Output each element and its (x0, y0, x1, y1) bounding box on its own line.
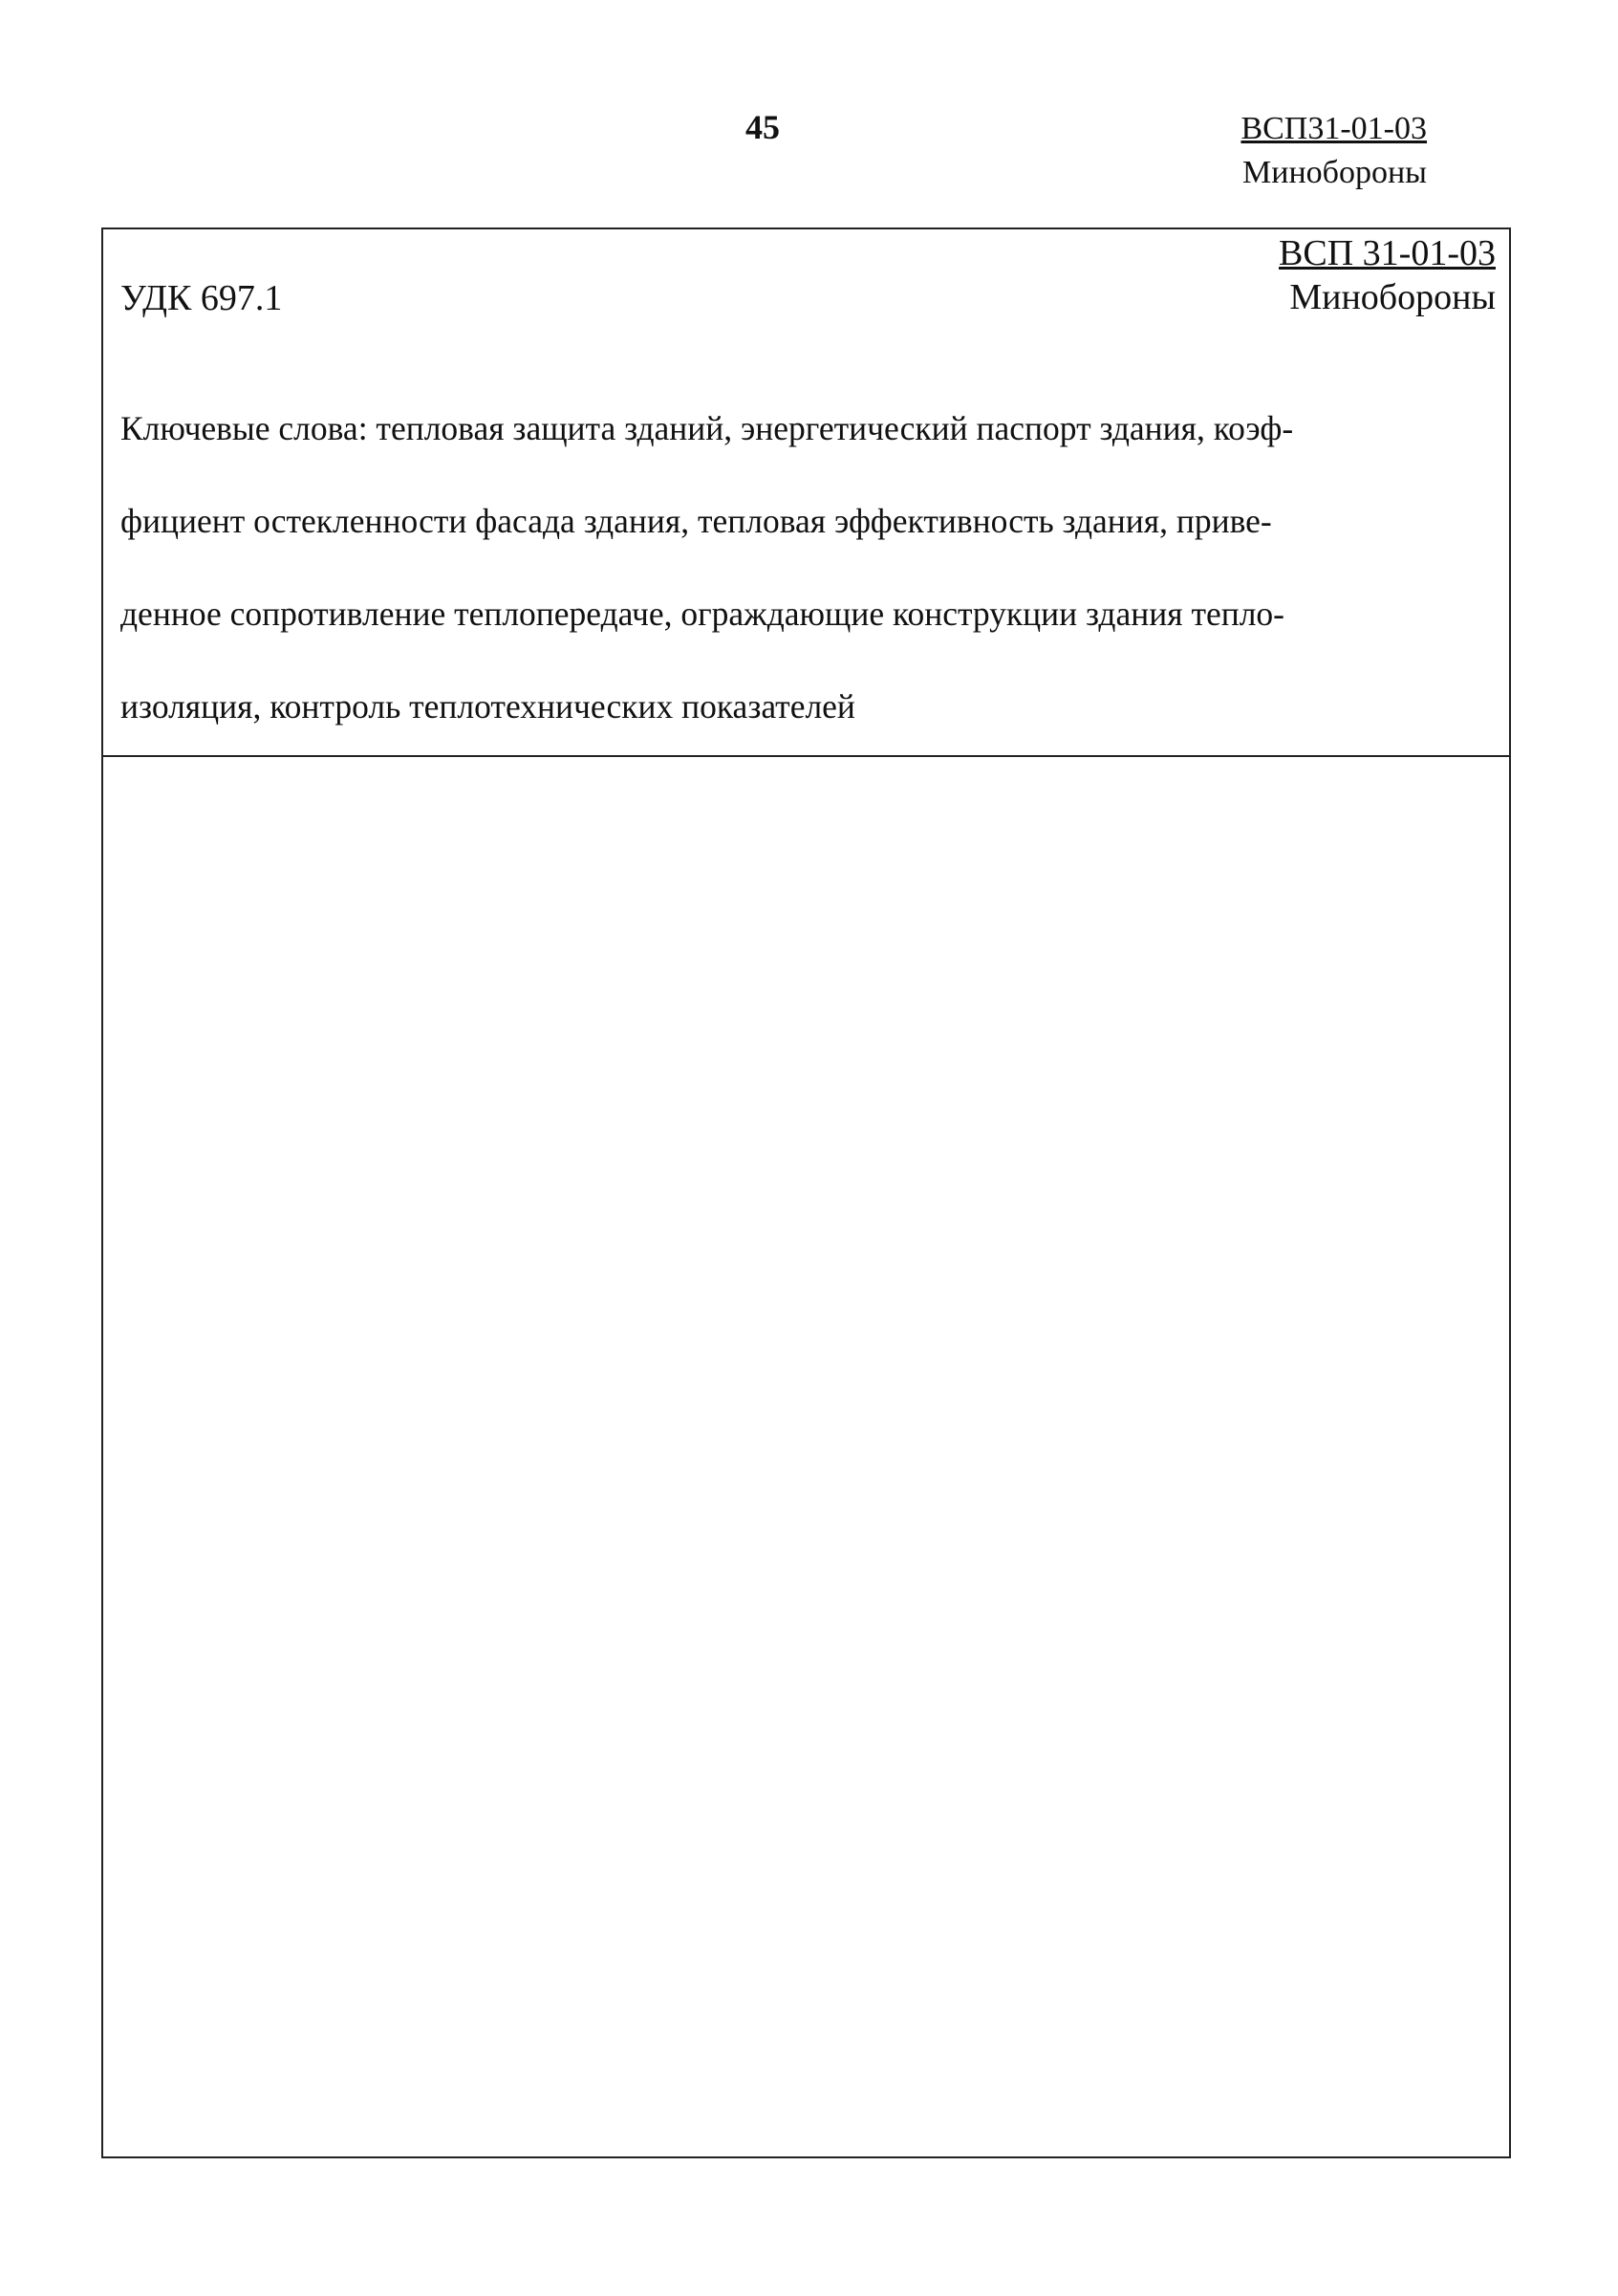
keywords-line: фициент остекленности фасада здания, тепловая эффективность здания, приве- (120, 502, 1272, 540)
card-organization: Минобороны (1289, 277, 1496, 317)
keywords-paragraph (120, 382, 1497, 753)
card-divider (103, 755, 1509, 757)
card-header (1279, 231, 1496, 319)
running-header (1240, 107, 1427, 195)
keywords-line: изоляция, контроль теплотехнических показателей (120, 687, 855, 726)
udk-code: УДК 697.1 (120, 278, 283, 318)
keywords-line: денное сопротивление теплопередаче, ограждающие конструкции здания тепло- (120, 595, 1285, 633)
page-number: 45 (745, 108, 780, 146)
bibliographic-card-frame (101, 227, 1511, 2158)
header-organization: Минобороны (1242, 155, 1427, 190)
card-document-code: ВСП 31-01-03 (1279, 233, 1496, 273)
header-document-code: ВСП31-01-03 (1240, 111, 1427, 146)
keywords-line: Ключевые слова: тепловая защита зданий, энергетический паспорт здания, коэф- (120, 409, 1294, 447)
